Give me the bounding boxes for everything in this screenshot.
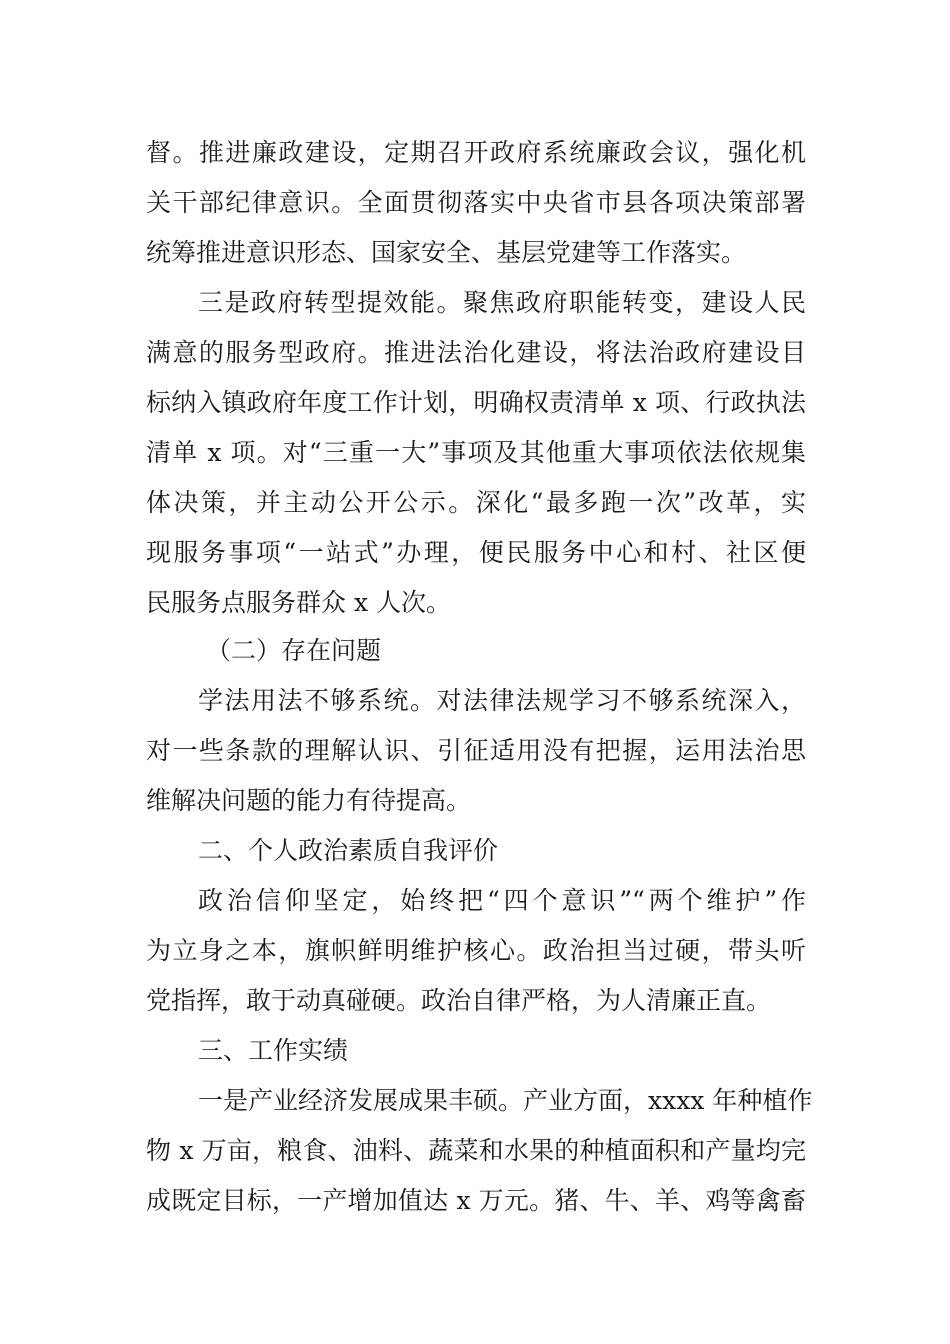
text-line: 党指挥，敢于动真碰硬。政治自律严格，为人清廉正直。 <box>146 986 772 1015</box>
text-line: 物 x 万亩，粮食、油料、蔬菜和水果的种植面积和产量均完 <box>146 1136 806 1165</box>
text-line: 成既定目标，一产增加值达 x 万元。猪、牛、羊、鸡等禽畜 <box>146 1186 806 1215</box>
text-line: 满意的服务型政府。推进法治化建设，将法治政府建设目 <box>146 338 806 367</box>
text-line: 现服务事项“一站式”办理，便民服务中心和村、社区便 <box>146 538 806 567</box>
text-line: 对一些条款的理解认识、引征适用没有把握，运用法治思 <box>146 736 806 765</box>
text-line: 学法用法不够系统。对法律法规学习不够系统深入， <box>198 686 806 715</box>
text-line: 三是政府转型提效能。聚焦政府职能转变，建设人民 <box>198 288 806 317</box>
text-line: 为立身之本，旗帜鲜明维护核心。政治担当过硬，带头听 <box>146 936 806 965</box>
text-line: 统筹推进意识形态、国家安全、基层党建等工作落实。 <box>146 238 747 267</box>
text-line: 清单 x 项。对“三重一大”事项及其他重大事项依法依规集 <box>146 438 806 467</box>
section-heading: 三、工作实绩 <box>198 1036 349 1065</box>
text-line: 政治信仰坚定，始终把“四个意识”“两个维护”作 <box>198 886 806 915</box>
text-line: 关干部纪律意识。全面贯彻落实中央省市县各项决策部署 <box>146 188 806 217</box>
text-line: 民服务点服务群众 x 人次。 <box>146 588 451 617</box>
text-line: 标纳入镇政府年度工作计划，明确权责清单 x 项、行政执法 <box>146 388 806 417</box>
text-line: 体决策，并主动公开公示。深化“最多跑一次”改革，实 <box>146 488 806 517</box>
text-line: 督。推进廉政建设，定期召开政府系统廉政会议，强化机 <box>146 138 806 167</box>
text-line: 一是产业经济发展成果丰硕。产业方面，xxxx 年种植作 <box>198 1086 813 1115</box>
text-line: 维解决问题的能力有待提高。 <box>146 786 472 815</box>
section-heading: （二）存在问题 <box>206 636 382 665</box>
section-heading: 二、个人政治素质自我评价 <box>198 836 499 865</box>
